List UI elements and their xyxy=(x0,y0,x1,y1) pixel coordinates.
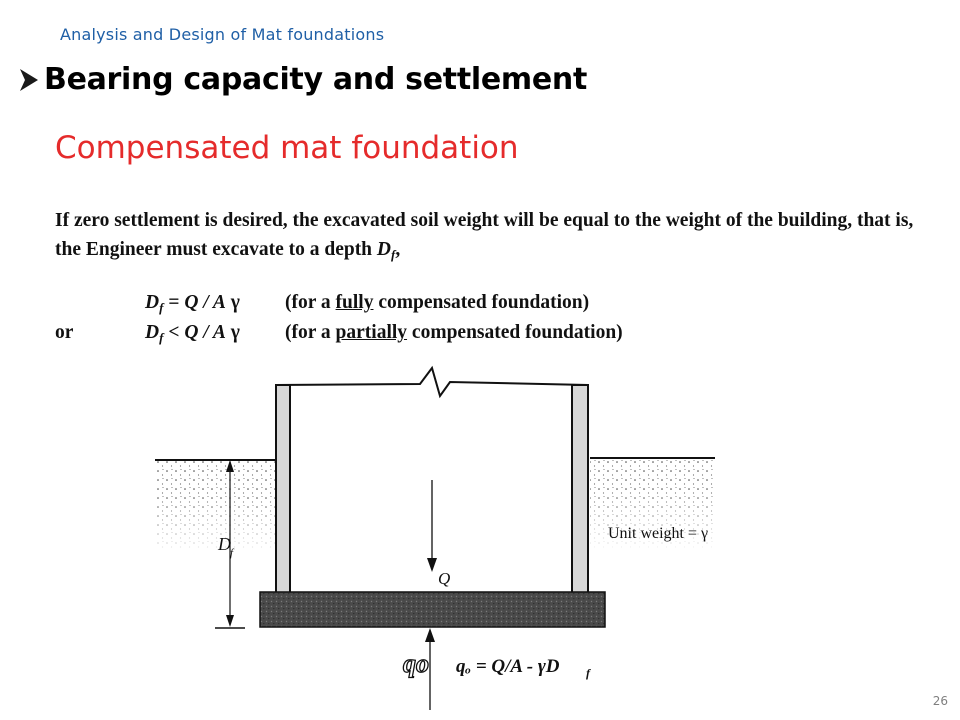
eq-note-post: compensated foundation) xyxy=(373,292,590,313)
page-number: 26 xyxy=(932,694,948,708)
title-row xyxy=(18,62,587,97)
slide-subtitle: Compensated mat foundation xyxy=(55,130,519,166)
df-label: D xyxy=(218,534,231,554)
eq-var: D xyxy=(145,322,160,343)
df-label-sub: f xyxy=(230,547,234,559)
mat-slab xyxy=(260,592,605,627)
eq-note-post: compensated foundation) xyxy=(407,322,623,343)
header-text: Analysis and Design of Mat foundations xyxy=(60,25,385,44)
paragraph-text: If zero settlement is desired, the excavated soil weight will be equal to the weight of the building, that is, the Engineer must excavate to a depth xyxy=(55,210,914,260)
eq-note-pre: (for a xyxy=(285,322,336,343)
paragraph-var: D xyxy=(376,239,391,260)
arrow-bullet-icon xyxy=(18,67,40,93)
load-arrow xyxy=(427,480,450,588)
eq-note-key: partially xyxy=(335,322,408,343)
eq-operator: = xyxy=(168,292,180,313)
paragraph-var-sub: f xyxy=(391,247,396,262)
eq-note-pre: (for a xyxy=(285,292,336,313)
eq-gamma: γ xyxy=(230,292,240,313)
eq-var-sub: f xyxy=(159,330,164,345)
eq-var: D xyxy=(145,292,160,313)
eq-ratio: Q / A xyxy=(184,322,226,343)
qo-equation: qₒ = Q/A - γD xyxy=(456,656,560,677)
eq-ratio: Q / A xyxy=(184,292,226,313)
eq-var-sub: f xyxy=(159,300,164,315)
eq-note xyxy=(285,292,589,314)
left-soil xyxy=(155,460,275,555)
foundation-diagram xyxy=(120,360,820,710)
eq-gamma: γ xyxy=(230,322,240,343)
eq-lhs xyxy=(145,322,240,344)
qo-handwritten-label: qo xyxy=(403,649,429,678)
eq-operator: < xyxy=(168,322,180,343)
body-paragraph xyxy=(55,206,935,265)
unit-weight-label: Unit weight = γ xyxy=(608,525,709,542)
q-label: Q xyxy=(438,569,451,588)
eq-prefix: or xyxy=(55,322,74,343)
eq-note xyxy=(285,322,623,344)
qo-equation-sub: f xyxy=(586,666,590,680)
eq-note-key: fully xyxy=(335,292,374,313)
slide-title: Bearing capacity and settlement xyxy=(44,62,588,97)
paragraph-end: , xyxy=(395,239,401,260)
eq-lhs xyxy=(145,292,240,314)
